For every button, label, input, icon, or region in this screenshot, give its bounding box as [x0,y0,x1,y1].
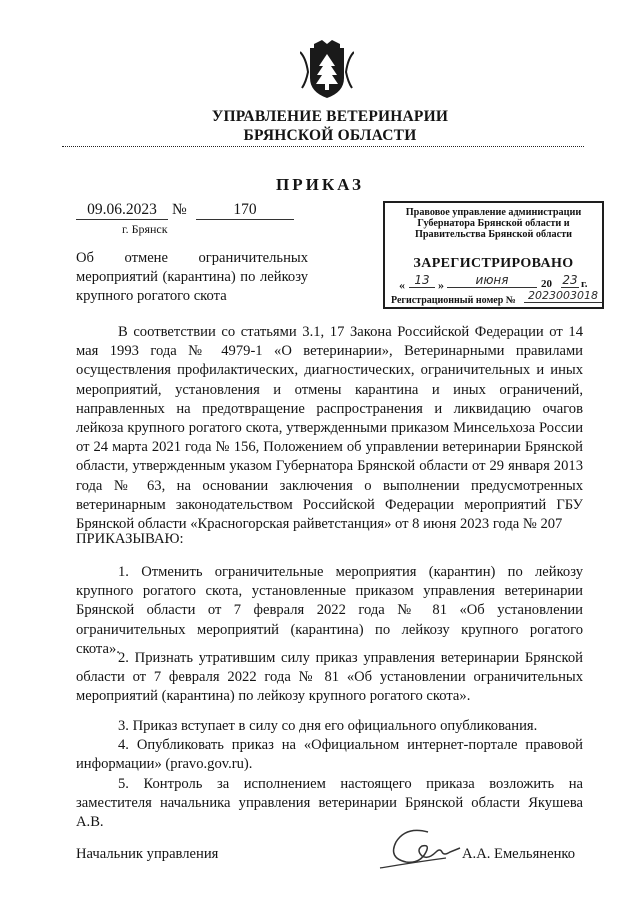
number-sign: № [172,201,187,218]
order-date: 09.06.2023 [76,201,168,220]
stamp-registered: ЗАРЕГИСТРИРОВАНО [413,256,574,271]
signatory-position: Начальник управления [76,846,219,862]
organization-name-line2: БРЯНСКОЙ ОБЛАСТИ [243,127,417,144]
order-item-2: 2. Признать утратившим силу приказ управления ветеринарии Брянской области от 7 февраля 2022 года № 81 «Об установлении ограничительных мероприятий (карантина) по лейкозу крупного рогатого скота». [76,650,583,705]
registration-stamp [383,201,604,309]
stamp-year-prefix: 20 [541,278,552,290]
stamp-month: июня [447,273,537,288]
stamp-year-suffix: г. [581,278,588,290]
stamp-quote-close: » [438,278,444,292]
order-word: ПРИКАЗЫВАЮ: [76,531,184,547]
order-city: г. Брянск [122,222,168,236]
stamp-year: 23 [562,273,578,287]
stamp-reg-label: Регистрационный номер № [391,295,516,306]
organization-name-line1: УПРАВЛЕНИЕ ВЕТЕРИНАРИИ [211,108,449,125]
stamp-authority: Правовое управление администрации Губернатора Брянской области и Правительства Брянской области [405,207,582,240]
order-subject: Об отмене ограничительных мероприятий (карантина) по лейкозу крупного рогатого скота [76,250,308,304]
order-number: 170 [196,201,294,220]
signatory-name: А.А. Емельяненко [462,846,576,862]
preamble-paragraph: В соответствии со статьями 3.1, 17 Закона Российской Федерации от 14 мая 1993 года № 4979-1 «О ветеринарии», Ветеринарными правилами осуществления профилактических, диагностических, ограничительных и иных мероприятий, установления и отмены карантина и иных ограничений, направленных на предотвращение распространения и ликвидацию очагов лейкоза крупного рогатого скота, утвержденными приказом Минсельхоза России от 24 марта 2021 года № 156, Положением об управлении ветеринарии Брянской области, утвержденным указом Губернатора Брянской области от 29 января 2013 года № 63, на основании заключения о выполнении предусмотренных ветеринарным законодательством Российской Федерации мероприятий ГБУ Брянской области «Красногорская райветстанция» от 8 июня 2023 года № 207 [76,324,583,533]
stamp-quote-open: « [399,278,405,292]
order-item-1: 1. Отменить ограничительные мероприятия (карантин) по лейкозу крупного рогатого скота, установленные приказом управления ветеринарии Брянской области от 7 февраля 2022 года № 81 «Об установлении ограничительных мероприятий (карантина) по лейкозу крупного рогатого скота». [76,564,583,657]
stamp-day: 13 [409,273,435,288]
document-title: ПРИКАЗ [276,175,364,194]
order-item-4: 4. Опубликовать приказ на «Официальном интернет-портале правовой информации» (pravo.gov.ru). [76,737,583,773]
order-item-5: 5. Контроль за исполнением настоящего приказа возложить на заместителя начальника управления ветеринарии Брянской области Якушева А.В. [76,776,583,831]
stamp-reg-number: 2023003018 [524,289,602,303]
header-divider [62,146,584,147]
order-item-3: 3. Приказ вступает в силу со дня его официального опубликования. [118,718,538,734]
handwritten-signature-icon [376,822,466,874]
coat-of-arms-icon [300,38,354,100]
